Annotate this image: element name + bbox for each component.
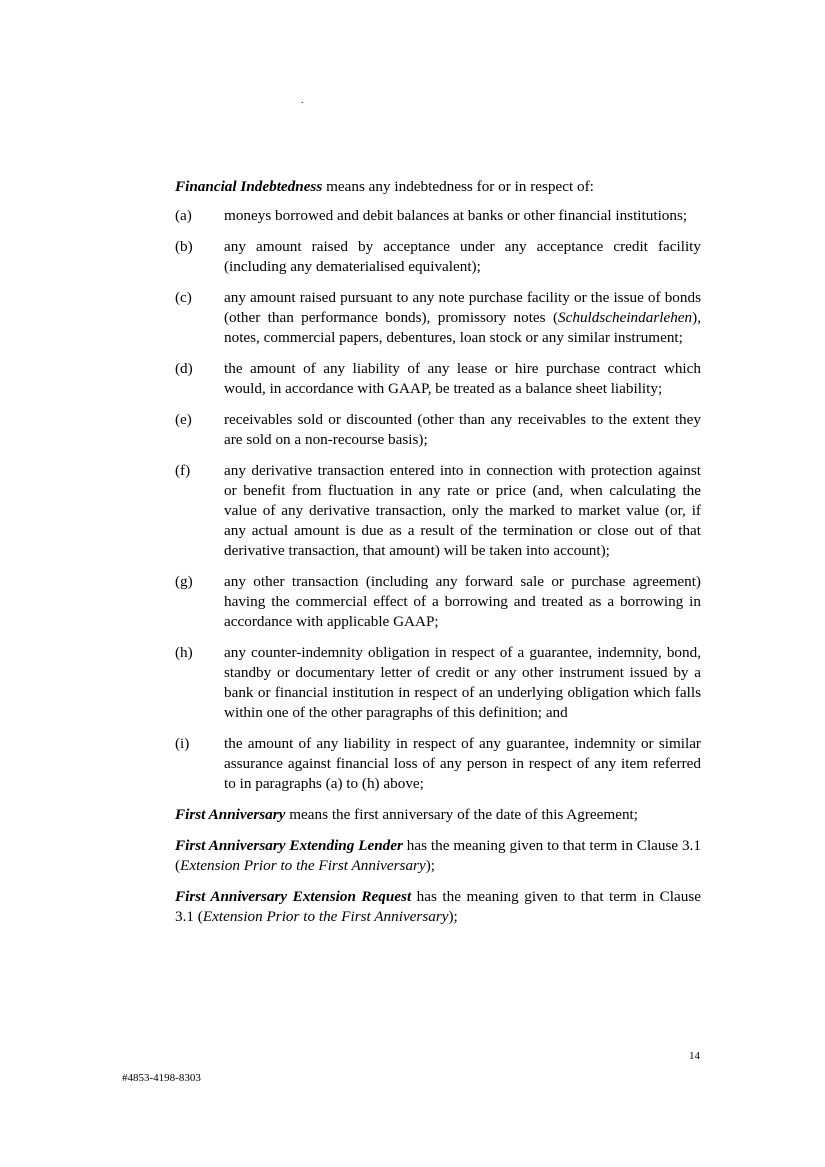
list-item	[175, 359, 701, 399]
item-label: (d)	[175, 360, 193, 377]
definition-financial-indebtedness	[175, 177, 701, 197]
item-text: any amount raised by acceptance under any acceptance credit facility (including any dematerialised equivalent);	[224, 238, 701, 275]
document-id: #4853-4198-8303	[122, 1072, 201, 1084]
list-item	[175, 288, 701, 348]
item-text: any counter-indemnity obligation in respect of a guarantee, indemnity, bond, standby or documentary letter of credit or any other instrument issued by a bank or financial institution in respect of an underlying obligation which falls within one of the other paragraphs of this definition; and	[224, 644, 701, 721]
list-item	[175, 237, 701, 277]
item-label: (i)	[175, 735, 190, 752]
item-label: (b)	[175, 238, 193, 255]
defined-term: First Anniversary Extension Request	[175, 888, 412, 905]
list-item	[175, 206, 701, 226]
item-text: moneys borrowed and debit balances at banks or other financial institutions;	[224, 207, 688, 224]
item-label: (c)	[175, 289, 192, 306]
item-text: any derivative transaction entered into in connection with protection against or benefit from fluctuation in any rate or price (and, when calculating the value of any derivative transaction, only the marked to market value (or, if any actual amount is due as a result of the termination or close out of that derivative transaction, that amount) will be taken into account);	[224, 462, 701, 559]
item-label: (f)	[175, 462, 191, 479]
definition-intro: means any indebtedness for or in respect of:	[322, 178, 594, 195]
item-label: (g)	[175, 573, 193, 590]
stray-mark: .	[301, 95, 304, 106]
item-text: the amount of any liability of any lease or hire purchase contract which would, in accordance with GAAP, be treated as a balance sheet liability;	[224, 360, 701, 397]
list-item	[175, 461, 701, 561]
definition-first-anniversary	[175, 805, 701, 825]
definition-first-anniversary-extension-request	[175, 887, 701, 927]
item-text: receivables sold or discounted (other than any receivables to the extent they are sold on a non-recourse basis);	[224, 411, 701, 448]
definition-first-anniversary-extending-lender	[175, 836, 701, 876]
item-label: (h)	[175, 644, 193, 661]
item-label: (a)	[175, 207, 192, 224]
defined-term: Financial Indebtedness	[175, 178, 323, 195]
item-text: the amount of any liability in respect of any guarantee, indemnity or similar assurance against financial loss of any person in respect of any item referred to in paragraphs (a) to (h) above;	[224, 735, 701, 792]
definition-text: has the meaning given to that term in Clause 3.1 (	[175, 888, 701, 925]
list-item	[175, 734, 701, 794]
definition-text: );	[448, 908, 458, 925]
page-number: 14	[689, 1050, 700, 1062]
item-text	[224, 288, 701, 348]
item-text-part: ), notes, commercial papers, debentures, loan stock or any similar instrument;	[224, 309, 701, 346]
defined-term: First Anniversary	[175, 806, 286, 823]
item-label: (e)	[175, 411, 192, 428]
defined-term: First Anniversary Extending Lender	[175, 837, 403, 854]
clause-reference: Extension Prior to the First Anniversary	[180, 857, 426, 874]
list-item	[175, 572, 701, 632]
document-body	[175, 177, 701, 938]
item-text: any other transaction (including any forward sale or purchase agreement) having the commercial effect of a borrowing and treated as a borrowing in accordance with applicable GAAP;	[224, 573, 701, 630]
definition-text: has the meaning given to that term in Clause 3.1 (	[175, 837, 702, 874]
list-item	[175, 410, 701, 450]
item-text-italic: Schuldscheindarlehen	[558, 309, 693, 326]
list-item	[175, 643, 701, 723]
definition-text: );	[425, 857, 435, 874]
item-text-part: any amount raised pursuant to any note purchase facility or the issue of bonds (other than performance bonds), promissory notes (	[224, 289, 701, 326]
clause-reference: Extension Prior to the First Anniversary	[202, 908, 449, 925]
definition-text: means the first anniversary of the date of this Agreement;	[285, 806, 638, 823]
